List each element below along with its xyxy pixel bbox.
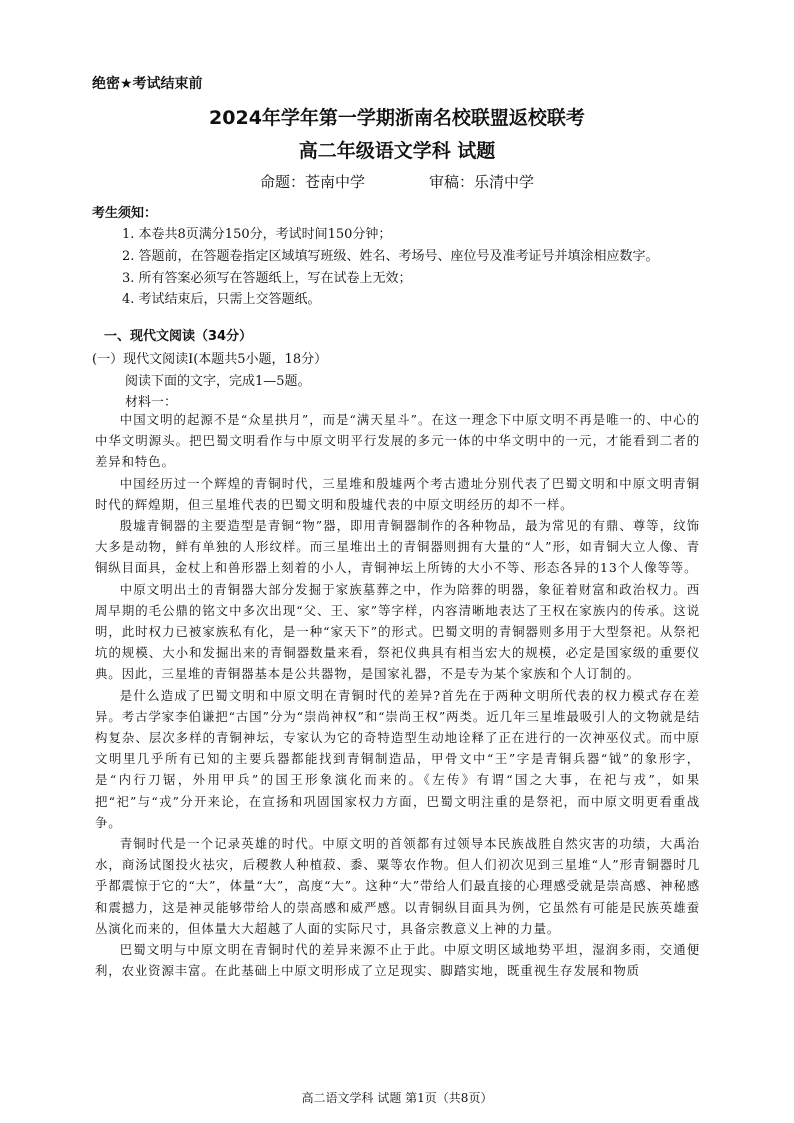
passage-paragraph: 巴蜀文明与中原文明在青铜时代的差异来源不止于此。中原文明区域地势平坦，湿润多雨，交通便利，农业资源丰富。在此基础上中原文明形成了立足现实、脚踏实地，既重视生存发展和物质 xyxy=(95,942,700,979)
passage-paragraph: 青铜时代是一个记录英雄的时代。中原文明的首领都有过领导本民族战胜自然灾害的功绩，大禹治水，商汤试图投火祛灾，后稷教人种植菽、黍、粟等农作物。但人们初次见到三星堆“人”形青铜器时几乎都震惊于它的“大”，体量“大”，高度“大”。这种“大”带给人们最直接的心理感受就是崇高感、神秘感和震撼力，这是神灵能够带给人的崇高感和威严感。以青铜纵目面具为例，它虽然有可能是民族英雄蚕丛演化而来的，但体量大大超越了人面的实际尺寸，具备宗教意义上神的力量。 xyxy=(95,836,700,936)
notice-item: 4. 考试结束后，只需上交答题纸。 xyxy=(122,292,321,307)
section-title: 一、现代文阅读（34分） xyxy=(104,329,253,344)
reading-instruction: 阅读下面的文字，完成1—5题。 xyxy=(125,374,311,389)
author-label: 命题：苍南中学 xyxy=(259,173,365,191)
passage-paragraph: 中原文明出土的青铜器大部分发掘于家族墓葬之中，作为陪葬的明器，象征着财富和政治权力。西周早期的毛公鼎的铭文中多次出现“父、王、家”等字样，内容清晰地表达了王权在家族内的传承。这说明，此时权力已被家族私有化，是一种“家天下”的形式。巴蜀文明的青铜器则多用于大型祭祀。从祭祀坑的规模、大小和发掘出来的青铜器数量来看，祭祀仪典具有相当宏大的规模，必定是国家级的重要仪典。因此，三星堆的青铜器基本是公共器物，是国家礼器，不是专为某个家族和个人订制的。 xyxy=(95,581,700,682)
material-label: 材料一： xyxy=(125,395,178,410)
reviewer-label: 审稿：乐清中学 xyxy=(429,173,535,191)
page-footer: 高二语文学科 试题 第1页（共8页） xyxy=(301,1091,493,1105)
passage-paragraph: 中国文明的起源不是“众星拱月”，而是“满天星斗”。在这一理念下中原文明不再是唯一的、中心的中华文明源头。把巴蜀文明看作与中原文明平行发展的多元一体的中华文明中的一元，才能看到二者的差异和特色。 xyxy=(95,412,700,470)
exam-credits xyxy=(0,171,794,192)
exam-title: 2024年学年第一学期浙南名校联盟返校联考 xyxy=(209,107,585,129)
notice-item: 2. 答题前，在答题卷指定区域填写班级、姓名、考场号、座位号及准考证号并填涂相应数字。 xyxy=(122,249,659,264)
passage-paragraph: 中国经历过一个辉煌的青铜时代，三星堆和殷墟两个考古遗址分别代表了巴蜀文明和中原文明青铜时代的辉煌期，但三星堆代表的巴蜀文明和殷墟代表的中原文明经历的却不一样。 xyxy=(95,475,700,512)
notice-item: 1. 本卷共8页满分150分，考试时间150分钟； xyxy=(122,227,392,242)
passage-paragraph: 是什么造成了巴蜀文明和中原文明在青铜时代的差异?首先在于两种文明所代表的权力模式存在差异。考古学家李伯谦把“古国”分为“崇尚神权”和“崇尚王权”两类。近几年三星堆最吸引人的文物就是结构复杂、层次多样的青铜神坛，专家认为它的奇特造型生动地诠释了正在进行的一次神巫仪式。而中原文明里几乎所有已知的主要兵器都能找到青铜制造品，甲骨文中“王”字是青铜兵器“钺”的象形字，是“内行刀锯，外用甲兵”的国王形象演化而来的。《左传》有谓“国之大事，在祀与戎”，如果把“祀”与“戎”分开来论，在宣扬和巩固国家权力方面，巴蜀文明注重的是祭祀，而中原文明更看重战争。 xyxy=(95,687,700,830)
notice-item: 3. 所有答案必须写在答题纸上，写在试卷上无效； xyxy=(122,271,412,286)
exam-subtitle: 高二年级语文学科 试题 xyxy=(298,140,496,162)
notice-heading: 考生须知： xyxy=(92,206,158,221)
confidential-mark: 绝密★考试结束前 xyxy=(92,76,203,92)
subsection-title: (一）现代文阅读Ⅰ(本题共5小题，18分） xyxy=(92,352,328,367)
passage-paragraph: 殷墟青铜器的主要造型是青铜“物”器，即用青铜器制作的各种物品，最为常见的有鼎、尊等，纹饰大多是动物，鲜有单独的人形纹样。而三星堆出土的青铜器则拥有大量的“人”形，如青铜大立人像、青铜纵目面具，金杖上和兽形器上刻着的小人，青铜神坛上所铸的大小不等、形态各异的13个人像等等。 xyxy=(95,518,700,576)
passage-body xyxy=(95,409,700,981)
